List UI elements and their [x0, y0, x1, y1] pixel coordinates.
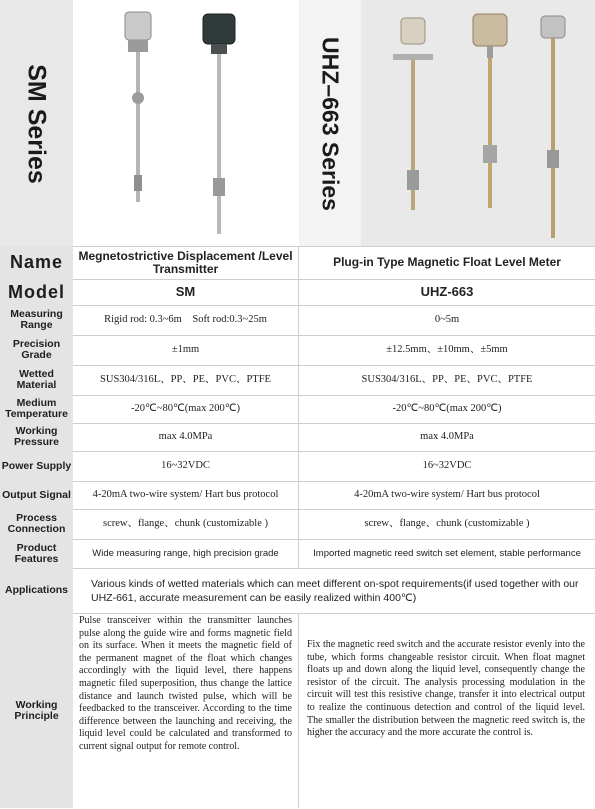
- uhz-features: Imported magnetic reed switch set element, stable performance: [313, 547, 581, 559]
- label-pressure: Working Pressure: [0, 423, 73, 451]
- label-precision: Precision Grade: [0, 335, 73, 365]
- sm-principle: Pulse transceiver within the transmitter launches pulse along the guide wire and forms magnetic field on its surface. When it meets the magnetic field of the permanent magnet of the float which changes accordingly with the liquid level, there happens magnetic filed superposition, thus change the lattice distance and launch twisted pulse, which will be feedbacked to the transceiver. According to the time difference between the launching and receiving, the liquid level could be calculated and transformed to current signal output for remote control.: [73, 613, 299, 808]
- sm-supply: 16~32VDC: [161, 460, 210, 471]
- label-supply: Power Supply: [0, 451, 73, 481]
- label-model: Model: [0, 279, 73, 305]
- product-header: [0, 0, 595, 247]
- row-applications: [0, 568, 595, 614]
- sm-connection: screw、flange、chunk (customizable ): [102, 518, 269, 529]
- row-range: [0, 305, 595, 336]
- row-principle: [0, 613, 595, 808]
- uhz-range: 0~5m: [434, 314, 460, 325]
- uhz-series-title: UHZ–663 Series: [317, 37, 344, 211]
- label-features: Product Features: [0, 539, 73, 568]
- uhz-supply: 16~32VDC: [422, 460, 472, 471]
- label-applications: Applications: [0, 568, 73, 613]
- row-model: [0, 279, 595, 306]
- label-material: Wetted Material: [0, 365, 73, 395]
- uhz-name: Plug-in Type Magnetic Float Level Meter: [333, 255, 561, 269]
- uhz-connection: screw、flange、chunk (customizable ): [364, 518, 530, 529]
- row-temperature: [0, 395, 595, 424]
- uhz-product-image: [361, 0, 595, 246]
- row-supply: [0, 451, 595, 482]
- sm-precision: ±1mm: [171, 344, 200, 355]
- sm-pressure: max 4.0MPa: [158, 431, 213, 442]
- uhz-pressure: max 4.0MPa: [420, 431, 474, 442]
- label-signal: Output Signal: [0, 481, 73, 509]
- label-name: Name: [0, 246, 73, 279]
- label-temperature: Medium Temperature: [0, 395, 73, 423]
- uhz-precision: ±12.5mm、±10mm、±5mm: [386, 344, 508, 355]
- label-connection: Process Connection: [0, 509, 73, 539]
- row-signal: [0, 481, 595, 510]
- sm-series-title: SM Series: [22, 64, 51, 184]
- sm-features: Wide measuring range, high precision grade: [92, 547, 279, 559]
- applications-text: Various kinds of wetted materials which can meet different on-spot requirements(if used together with our UHZ-661, accurate measurement can be easily realized within 400℃): [91, 577, 579, 604]
- uhz-signal: 4-20mA two-wire system/ Hart bus protocol: [354, 489, 540, 500]
- row-name: [0, 246, 595, 280]
- uhz-product-image-panel: [361, 0, 595, 246]
- row-features: [0, 539, 595, 569]
- label-principle: Working Principle: [0, 613, 73, 808]
- uhz-model: UHZ-663: [420, 284, 474, 299]
- uhz-principle: Fix the magnetic reed switch and the accurate resistor evenly into the tube, which forms changeable resistor circuit. When float magnet floats up and down along the liquid level, consequently change the resistor of the circuit. The analysis processing modulation in the circuit will test this resistive change, transfer it into electrical output to realize the continuous detection and control of the liquid level. The smaller the distribution between the magnetic reed switch is, the higher the accuracy and the more accurate the control is.: [307, 639, 585, 739]
- row-precision: [0, 335, 595, 366]
- sm-material: SUS304/316L、PP、PE、PVC、PTFE: [100, 374, 271, 385]
- sm-product-image: [73, 0, 299, 246]
- label-range: Measuring Range: [0, 305, 73, 335]
- uhz-material: SUS304/316L、PP、PE、PVC、PTFE: [361, 374, 533, 385]
- row-material: [0, 365, 595, 396]
- sm-product-image-panel: [73, 0, 299, 246]
- row-connection: [0, 509, 595, 540]
- sm-model: SM: [175, 284, 196, 299]
- row-pressure: [0, 423, 595, 452]
- sm-name: Megnetostrictive Displacement /Level Transmitter: [78, 248, 293, 276]
- sm-signal: 4-20mA two-wire system/ Hart bus protocol: [92, 489, 279, 500]
- sm-range: Rigid rod: 0.3~6m Soft rod:0.3~25m: [104, 314, 267, 325]
- sm-temperature: -20℃~80℃(max 200℃): [131, 403, 240, 414]
- uhz-temperature: -20℃~80℃(max 200℃): [392, 403, 502, 414]
